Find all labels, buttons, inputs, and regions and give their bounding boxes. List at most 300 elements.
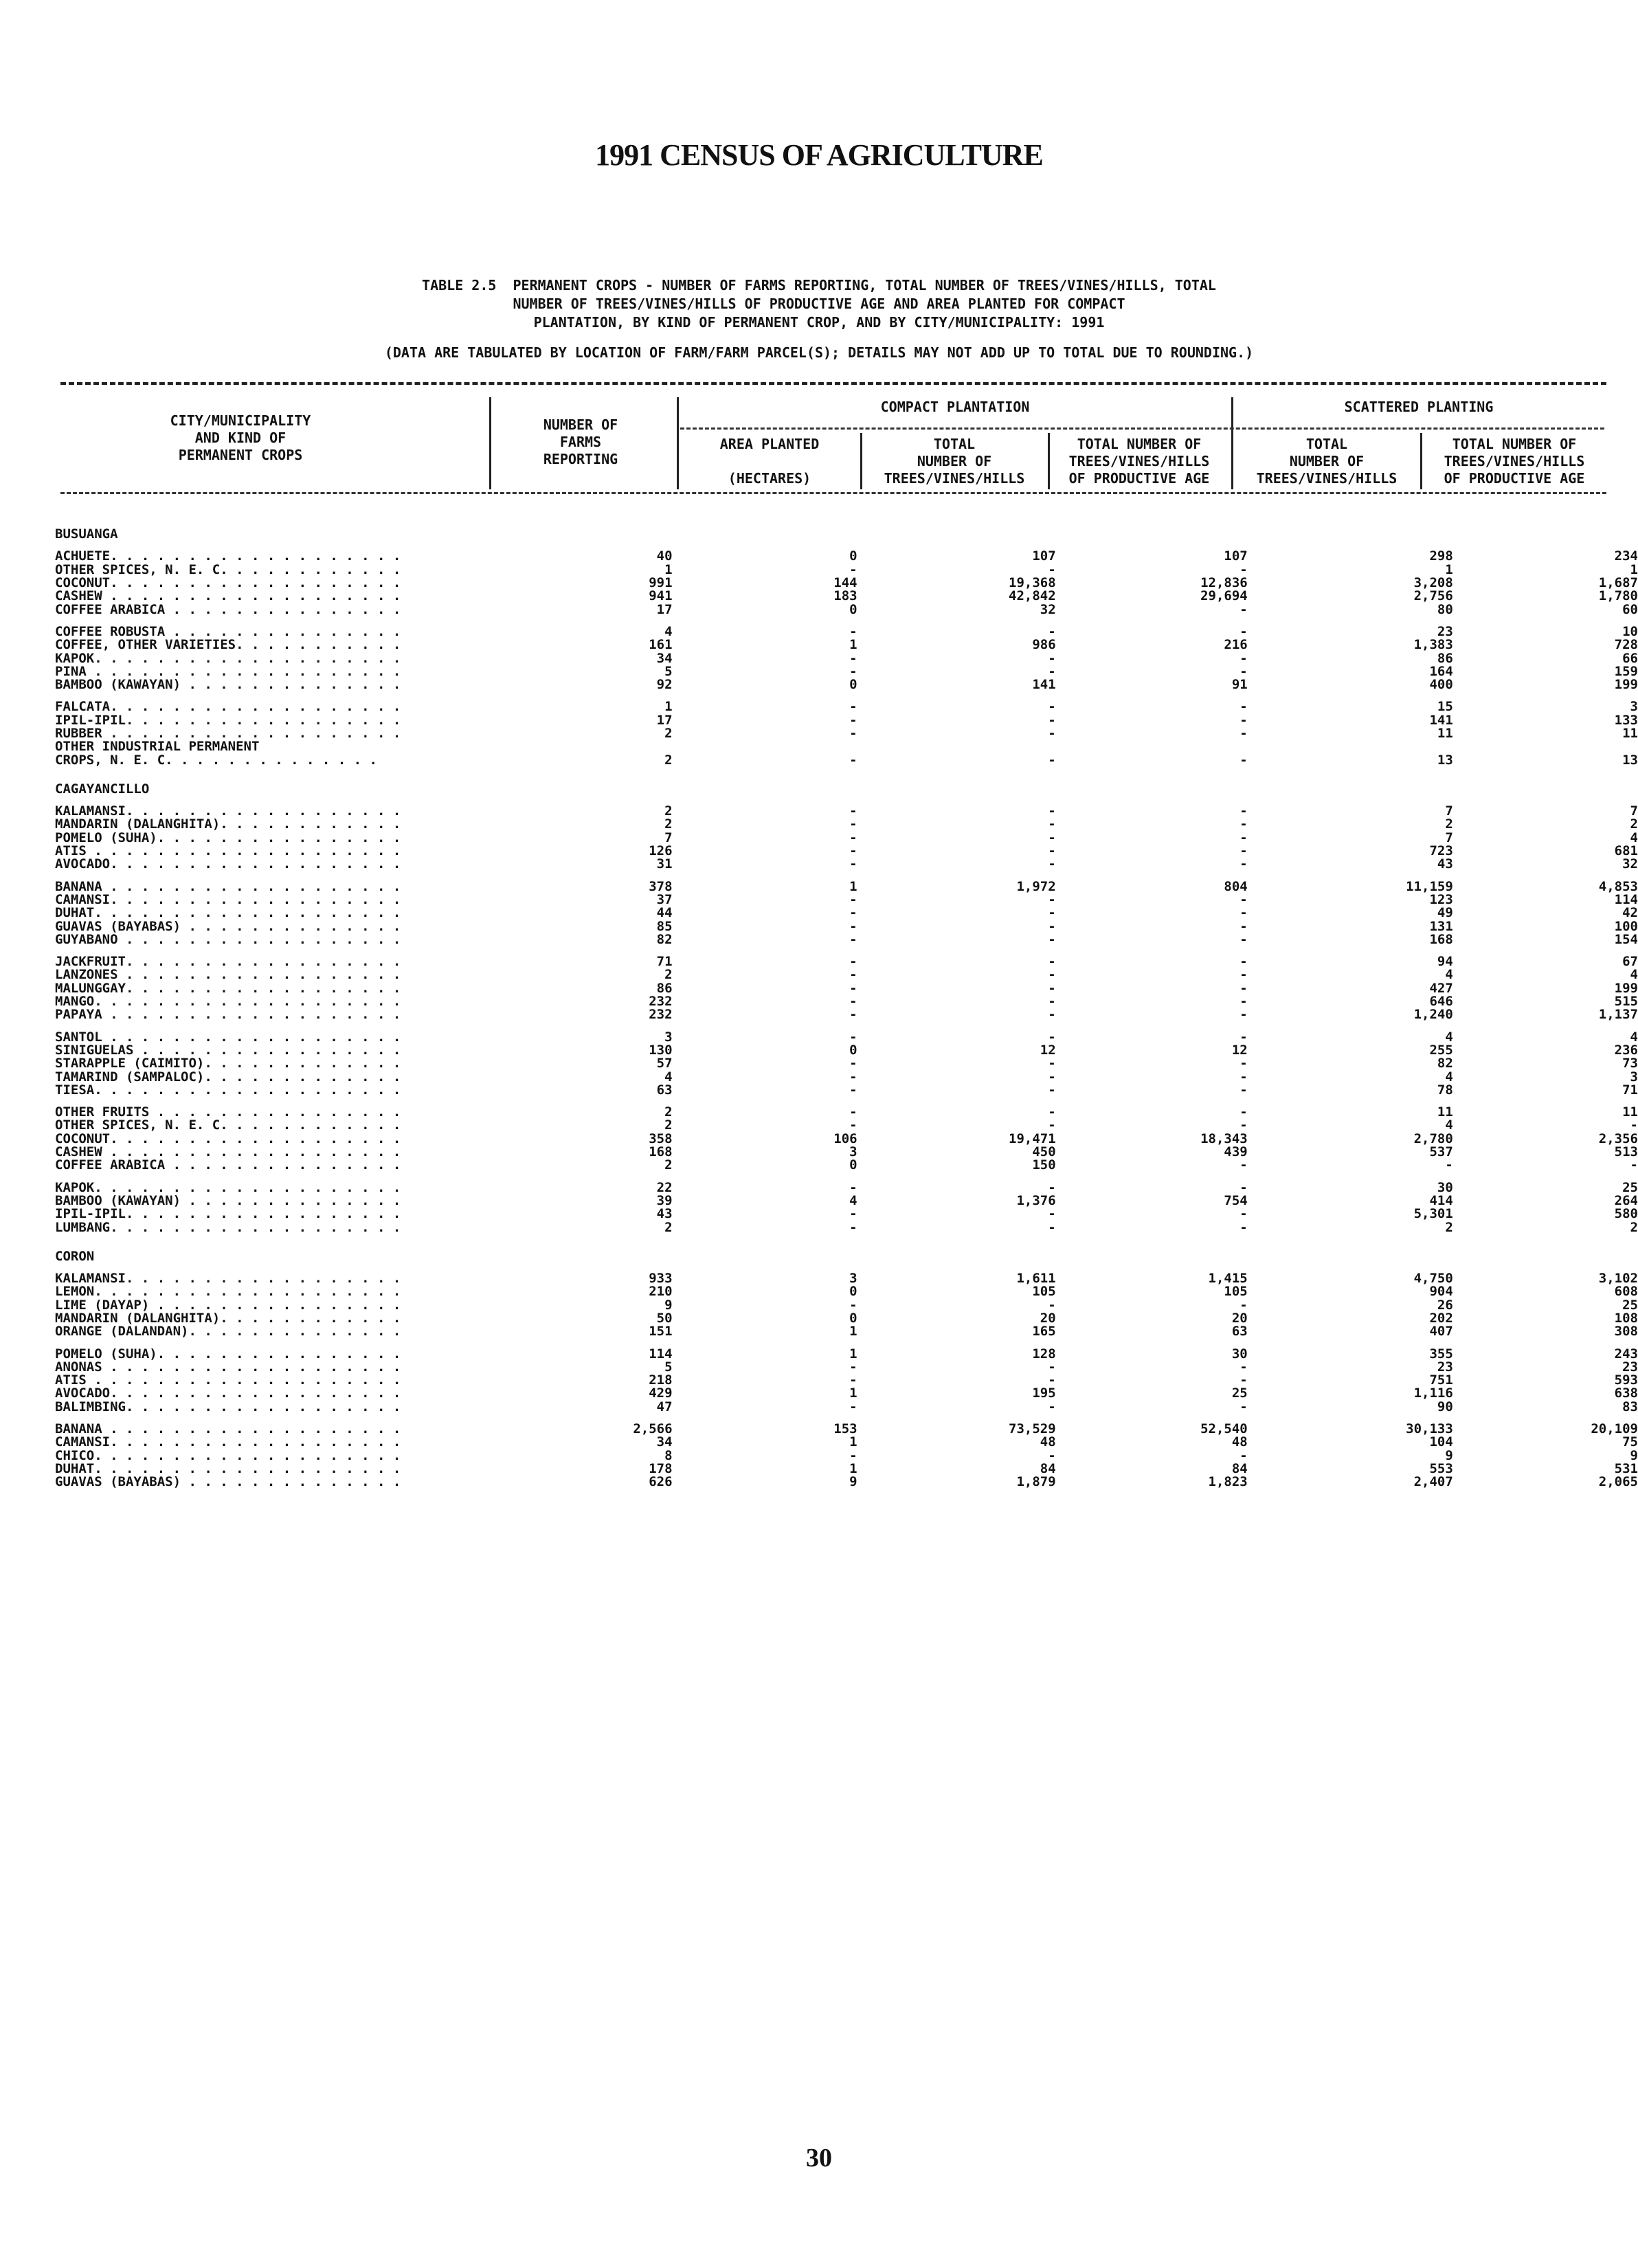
cell-value: 2 [664, 753, 673, 767]
cell-value: 7 [1630, 805, 1638, 819]
cell-value: 4 [664, 625, 673, 639]
cell-value: 4 [849, 1194, 857, 1208]
section-name: CAGAYANCILLO [55, 781, 150, 797]
cell-value: 150 [1032, 1159, 1056, 1172]
table-row [55, 590, 1638, 603]
cell-value: - [1048, 713, 1056, 727]
cell-value: - [1239, 1449, 1248, 1463]
table-row [55, 1423, 1638, 1436]
cell-value: 10 [1622, 625, 1638, 639]
table-row [55, 1119, 1638, 1132]
crop-name: ATIS . . . . . . . . . . . . . . . . . . . . [55, 844, 401, 858]
cell-value: 355 [1429, 1347, 1453, 1361]
cell-value: - [849, 726, 857, 741]
col-header-scattered-group: SCATTERED PLANTING [1344, 399, 1494, 415]
crop-name: MANDARIN (DALANGHITA). . . . . . . . . . . . [55, 818, 401, 832]
cell-value: 7 [1445, 831, 1453, 845]
cell-value: 3,102 [1598, 1271, 1638, 1286]
cell-value: - [1048, 920, 1056, 933]
crop-name: BALIMBING. . . . . . . . . . . . . . . . . . [55, 1400, 401, 1414]
table-row [55, 603, 1638, 616]
cell-value: 75 [1622, 1436, 1638, 1449]
cell-value: - [1048, 1057, 1056, 1071]
table-row [55, 907, 1638, 920]
cell-value: 128 [1032, 1347, 1056, 1361]
cell-value: 63 [1231, 1325, 1248, 1339]
cell-value: 439 [1224, 1145, 1248, 1159]
table-row [55, 665, 1638, 678]
cell-value: 0 [849, 1043, 857, 1058]
table-row [55, 968, 1638, 981]
cell-value: 71 [1622, 1083, 1638, 1097]
cell-value: - [1239, 713, 1248, 727]
table-row [55, 1084, 1638, 1097]
cell-value: 94 [1437, 955, 1453, 969]
cell-value: 23 [1437, 625, 1453, 639]
cell-value: 63 [656, 1083, 673, 1097]
crop-name: TIESA. . . . . . . . . . . . . . . . . . . . [55, 1083, 401, 1097]
table-row [55, 1436, 1638, 1449]
cell-value: 104 [1429, 1436, 1453, 1449]
cell-value: 131 [1429, 920, 1453, 933]
crop-name: COCONUT. . . . . . . . . . . . . . . . . . . [55, 1132, 401, 1146]
table-row [55, 1106, 1638, 1119]
cell-value: 2 [664, 1159, 673, 1172]
cell-value: - [1239, 858, 1248, 871]
cell-value: - [1239, 625, 1248, 639]
cell-value: 52,540 [1200, 1422, 1248, 1436]
table-row [55, 1070, 1638, 1083]
cell-value: - [1239, 1360, 1248, 1375]
cell-value: 626 [649, 1476, 673, 1489]
cell-value: 84 [1040, 1462, 1056, 1476]
cell-value: - [1048, 1221, 1056, 1234]
cell-value: 400 [1429, 678, 1453, 692]
cell-value: 1,879 [1016, 1476, 1056, 1489]
cell-value: 0 [849, 1159, 857, 1172]
cell-value: 66 [1622, 652, 1638, 665]
table-row [55, 564, 1638, 577]
table-row [55, 1401, 1638, 1414]
cell-value: 1,240 [1413, 1008, 1453, 1022]
cell-value: 20 [1231, 1311, 1248, 1326]
cell-value [1453, 740, 1638, 753]
header-subrule [680, 427, 1604, 430]
table-row [55, 1031, 1638, 1044]
cell-value: - [1239, 1208, 1248, 1221]
crop-name: KAPOK. . . . . . . . . . . . . . . . . . . . [55, 1181, 401, 1194]
cell-value: - [1239, 805, 1248, 819]
cell-value: - [849, 1400, 857, 1414]
cell-value: - [1239, 920, 1248, 933]
cell-value: - [849, 893, 857, 907]
header-bottom-rule [60, 492, 1606, 494]
cell-value: 0 [849, 1311, 857, 1326]
cell-value: 34 [656, 652, 673, 665]
cell-value: - [1239, 1030, 1248, 1044]
cell-value: - [849, 1105, 857, 1120]
crop-name: ACHUETE. . . . . . . . . . . . . . . . . . . [55, 550, 401, 564]
cell-value: 2 [664, 726, 673, 741]
cell-value: 3 [849, 1145, 857, 1159]
cell-value: 1,415 [1208, 1271, 1248, 1286]
cell-value: 17 [656, 603, 673, 616]
cell-value: 378 [649, 880, 673, 893]
cell-value: - [1445, 1159, 1453, 1172]
cell-value: 2,780 [1413, 1132, 1453, 1146]
cell-value: 553 [1429, 1462, 1453, 1476]
cell-value: - [849, 1208, 857, 1221]
cell-value: - [849, 1030, 857, 1044]
cell-value: 130 [649, 1043, 673, 1058]
cell-value: 9 [849, 1476, 857, 1489]
cell-value: - [1048, 968, 1056, 982]
table-row [55, 1285, 1638, 1298]
cell-value: - [849, 1360, 857, 1375]
cell-value: 2 [664, 1119, 673, 1133]
table-row [55, 1476, 1638, 1489]
cell-value: 232 [649, 994, 673, 1009]
cell-value: 106 [833, 1132, 857, 1146]
cell-value: - [849, 818, 857, 832]
cell-value: 49 [1437, 907, 1453, 920]
cell-value: - [1048, 1181, 1056, 1194]
section-header [55, 776, 1638, 796]
cell-value: 83 [1622, 1400, 1638, 1414]
crop-name: DUHAT. . . . . . . . . . . . . . . . . . . . [55, 1462, 401, 1476]
cell-value: - [849, 713, 857, 727]
cell-value: - [849, 920, 857, 933]
crop-name: OTHER FRUITS . . . . . . . . . . . . . . . . [55, 1105, 401, 1120]
cell-value: 4 [1630, 1030, 1638, 1044]
crop-name: TAMARIND (SAMPALOC). . . . . . . . . . . . . [55, 1070, 401, 1084]
cell-value: 646 [1429, 994, 1453, 1009]
cell-value: 199 [1614, 678, 1638, 692]
col-header-compact-group: COMPACT PLANTATION [880, 399, 1030, 415]
crop-name: ANONAS . . . . . . . . . . . . . . . . . . . [55, 1360, 401, 1375]
crop-name: RUBBER . . . . . . . . . . . . . . . . . . . [55, 726, 401, 741]
cell-value: 358 [649, 1132, 673, 1146]
cell-value: 450 [1032, 1145, 1056, 1159]
cell-value: 681 [1614, 844, 1638, 858]
section-name: BUSUANGA [55, 526, 118, 542]
table-row [55, 678, 1638, 691]
cell-value: - [1239, 1083, 1248, 1097]
crop-name: SINIGUELAS . . . . . . . . . . . . . . . . . [55, 1043, 401, 1058]
cell-value: 168 [649, 1145, 673, 1159]
cell-value: - [1239, 652, 1248, 665]
cell-value: 2 [1445, 1221, 1453, 1234]
cell-value: 48 [1040, 1436, 1056, 1449]
cell-value: 414 [1429, 1194, 1453, 1208]
cell-value: 7 [664, 831, 673, 845]
table-row [55, 577, 1638, 590]
cell-value: 164 [1429, 665, 1453, 678]
cell-value: 11 [1437, 726, 1453, 741]
table-row [55, 1449, 1638, 1463]
cell-value: - [1048, 858, 1056, 871]
cell-value: 1 [664, 563, 673, 577]
cell-value: 30 [1437, 1181, 1453, 1194]
col-divider [1231, 397, 1233, 489]
cell-value: 25 [1622, 1181, 1638, 1194]
crop-name: CASHEW . . . . . . . . . . . . . . . . . . . [55, 590, 401, 603]
crop-name: BANANA . . . . . . . . . . . . . . . . . . . [55, 880, 401, 893]
cell-value: - [849, 933, 857, 947]
cell-value: - [1239, 933, 1248, 947]
cell-value: - [849, 1298, 857, 1312]
page-title: 1991 CENSUS OF AGRICULTURE [595, 138, 1043, 172]
crop-name: PINA . . . . . . . . . . . . . . . . . . . . [55, 665, 401, 678]
cell-value: - [1048, 753, 1056, 767]
cell-value: 751 [1429, 1374, 1453, 1388]
cell-value: 26 [1437, 1298, 1453, 1312]
cell-value: - [1239, 907, 1248, 920]
table-row [55, 1299, 1638, 1312]
cell-value: - [1239, 1008, 1248, 1022]
cell-value: 515 [1614, 994, 1638, 1009]
cell-value: 73 [1622, 1057, 1638, 1071]
cell-value: 39 [656, 1194, 673, 1208]
cell-value: 1 [849, 1387, 857, 1401]
crop-name: BAMBOO (KAWAYAN) . . . . . . . . . . . . . . [55, 1194, 401, 1208]
cell-value: 42,842 [1009, 590, 1056, 603]
cell-value: 23 [1437, 1360, 1453, 1375]
cell-value: 114 [649, 1347, 673, 1361]
crop-name: COFFEE ROBUSTA . . . . . . . . . . . . . . . [55, 625, 401, 639]
cell-value: 4,853 [1598, 880, 1638, 893]
cell-value: 43 [656, 1208, 673, 1221]
cell-value: 2,756 [1413, 590, 1453, 603]
cell-value [673, 740, 857, 753]
table-note: (DATA ARE TABULATED BY LOCATION OF FARM/FARM PARCEL(S); DETAILS MAY NOT ADD UP TO TOTAL DUE TO ROUNDING.) [384, 344, 1254, 361]
table-row [55, 982, 1638, 995]
cell-value: 50 [656, 1311, 673, 1326]
table-row [55, 920, 1638, 933]
cell-value: - [1239, 893, 1248, 907]
cell-value: - [1239, 1298, 1248, 1312]
cell-value: 2,566 [633, 1422, 673, 1436]
crop-name: SANTOL . . . . . . . . . . . . . . . . . . . [55, 1030, 401, 1044]
crop-name: LUMBANG. . . . . . . . . . . . . . . . . . . [55, 1221, 401, 1234]
cell-value: - [849, 700, 857, 714]
cell-value: 2 [664, 1221, 673, 1234]
cell-value: 183 [833, 590, 857, 603]
table-row [55, 1361, 1638, 1374]
cell-value: - [1630, 1119, 1638, 1133]
cell-value: 991 [649, 576, 673, 590]
cell-value: 1,376 [1016, 1194, 1056, 1208]
cell-value: - [1048, 844, 1056, 858]
cell-value: 159 [1614, 665, 1638, 678]
cell-value: 4 [664, 1070, 673, 1084]
cell-value: 407 [1429, 1325, 1453, 1339]
cell-value: - [1239, 726, 1248, 741]
col-header-scattered-total: TOTAL NUMBER OF TREES/VINES/HILLS [1256, 436, 1398, 487]
cell-value: 1 [1630, 563, 1638, 577]
cell-value: - [1048, 933, 1056, 947]
cell-value: - [1239, 1057, 1248, 1071]
cell-value: - [1239, 1159, 1248, 1172]
col-divider [1420, 433, 1422, 489]
cell-value: 57 [656, 1057, 673, 1071]
cell-value: 1 [849, 1325, 857, 1339]
crop-name: ORANGE (DALANDAN). . . . . . . . . . . . . . [55, 1325, 401, 1339]
cell-value: 47 [656, 1400, 673, 1414]
cell-value: 32 [1040, 603, 1056, 616]
cell-value: - [849, 1083, 857, 1097]
table-row [55, 727, 1638, 740]
cell-value: 126 [649, 844, 673, 858]
page-number: 30 [806, 2144, 832, 2172]
cell-value: - [1048, 907, 1056, 920]
table-row [55, 955, 1638, 968]
cell-value: - [1048, 700, 1056, 714]
cell-value: 1 [849, 880, 857, 893]
cell-value: 2 [1445, 818, 1453, 832]
table-row [55, 714, 1638, 727]
crop-name: LEMON. . . . . . . . . . . . . . . . . . . . [55, 1285, 401, 1299]
crop-name: COFFEE ARABICA . . . . . . . . . . . . . . . [55, 1159, 401, 1172]
cell-value: 1 [849, 638, 857, 652]
cell-value: 31 [656, 858, 673, 871]
cell-value: - [1048, 818, 1056, 832]
cell-value: 12,836 [1200, 576, 1248, 590]
cell-value: 216 [1224, 638, 1248, 652]
crop-name: CAMANSI. . . . . . . . . . . . . . . . . . . [55, 893, 401, 907]
crop-name: AVOCADO. . . . . . . . . . . . . . . . . . . [55, 1387, 401, 1401]
cell-value: 42 [1622, 907, 1638, 920]
cell-value: 1,116 [1413, 1387, 1453, 1401]
cell-value: 168 [1429, 933, 1453, 947]
crop-name: JACKFRUIT. . . . . . . . . . . . . . . . . . [55, 955, 401, 969]
col-header-compact-productive: TOTAL NUMBER OF TREES/VINES/HILLS OF PRODUCTIVE AGE [1068, 436, 1210, 487]
cell-value: - [1048, 981, 1056, 995]
cell-value: 2 [664, 968, 673, 982]
cell-value: 1 [849, 1347, 857, 1361]
cell-value: 153 [833, 1422, 857, 1436]
cell-value: 17 [656, 713, 673, 727]
col-divider [1048, 433, 1050, 489]
cell-value: - [1239, 1221, 1248, 1234]
table-row [55, 832, 1638, 845]
table-row [55, 893, 1638, 907]
table-row [55, 1146, 1638, 1159]
cell-value: 255 [1429, 1043, 1453, 1058]
cell-value: 30 [1231, 1347, 1248, 1361]
crop-name: STARAPPLE (CAIMITO). . . . . . . . . . . . . [55, 1057, 401, 1071]
cell-value: 43 [1437, 858, 1453, 871]
cell-value: 3 [664, 1030, 673, 1044]
census-table [55, 521, 1638, 1498]
cell-value: - [1048, 1208, 1056, 1221]
cell-value: 92 [656, 678, 673, 692]
cell-value: 178 [649, 1462, 673, 1476]
cell-value: 298 [1429, 550, 1453, 564]
cell-value: 728 [1614, 638, 1638, 652]
cell-value: 48 [1231, 1436, 1248, 1449]
cell-value: - [1239, 1119, 1248, 1133]
cell-value: - [1239, 1105, 1248, 1120]
cell-value: 580 [1614, 1208, 1638, 1221]
cell-value: 2 [1630, 1221, 1638, 1234]
crop-name: IPIL-IPIL. . . . . . . . . . . . . . . . . . [55, 1208, 401, 1221]
cell-value: 9 [664, 1298, 673, 1312]
crop-name: LANZONES . . . . . . . . . . . . . . . . . . [55, 968, 401, 982]
col-header-scattered-productive: TOTAL NUMBER OF TREES/VINES/HILLS OF PRODUCTIVE AGE [1444, 436, 1585, 487]
cell-value: 0 [849, 1285, 857, 1299]
cell-value: 5,301 [1413, 1208, 1453, 1221]
cell-value: 23 [1622, 1360, 1638, 1375]
crop-name: AVOCADO. . . . . . . . . . . . . . . . . . . [55, 858, 401, 871]
col-header-city: CITY/MUNICIPALITY AND KIND OF PERMANENT CROPS [170, 412, 311, 463]
crop-name: GUYABANO . . . . . . . . . . . . . . . . . . [55, 933, 401, 947]
crop-name: KALAMANSI. . . . . . . . . . . . . . . . . . [55, 805, 401, 819]
table-row [55, 550, 1638, 563]
table-row [55, 638, 1638, 652]
cell-value: 141 [1032, 678, 1056, 692]
cell-value: 1,137 [1598, 1008, 1638, 1022]
cell-value: 904 [1429, 1285, 1453, 1299]
cell-value: - [849, 665, 857, 678]
cell-value: 34 [656, 1436, 673, 1449]
crop-name: CASHEW . . . . . . . . . . . . . . . . . . . [55, 1145, 401, 1159]
cell-value: - [1048, 1449, 1056, 1463]
cell-value: - [849, 955, 857, 969]
cell-value: - [1048, 1360, 1056, 1375]
cell-value: - [1239, 994, 1248, 1009]
cell-value: 199 [1614, 981, 1638, 995]
cell-value: 986 [1032, 638, 1056, 652]
table-row [55, 845, 1638, 858]
cell-value: 20 [1040, 1311, 1056, 1326]
table-row [55, 1374, 1638, 1387]
cell-value: 1,611 [1016, 1271, 1056, 1286]
section-header [55, 521, 1638, 541]
cell-value [474, 740, 673, 753]
cell-value: 25 [1622, 1298, 1638, 1312]
crop-name: CHICO. . . . . . . . . . . . . . . . . . . . [55, 1449, 401, 1463]
cell-value: - [1239, 563, 1248, 577]
cell-value: - [1048, 563, 1056, 577]
table-row [55, 1159, 1638, 1172]
crop-name: LIME (DAYAP) . . . . . . . . . . . . . . . . [55, 1298, 401, 1312]
cell-value: 2,356 [1598, 1132, 1638, 1146]
cell-value: - [849, 1449, 857, 1463]
table-row [55, 1221, 1638, 1234]
cell-value: 105 [1032, 1285, 1056, 1299]
cell-value: - [1048, 1400, 1056, 1414]
cell-value: 165 [1032, 1325, 1056, 1339]
cell-value: - [1048, 1070, 1056, 1084]
cell-value: 2,065 [1598, 1476, 1638, 1489]
cell-value: 151 [649, 1325, 673, 1339]
cell-value: - [849, 1057, 857, 1071]
crop-name: COFFEE, OTHER VARIETIES. . . . . . . . . . . [55, 638, 401, 652]
table-row [55, 753, 1638, 766]
col-divider [677, 397, 679, 489]
cell-value: 82 [656, 933, 673, 947]
cell-value: - [849, 1221, 857, 1234]
cell-value: 133 [1614, 713, 1638, 727]
table-row [55, 1044, 1638, 1057]
top-rule [60, 382, 1606, 385]
cell-value: 86 [1437, 652, 1453, 665]
crop-name: IPIL-IPIL. . . . . . . . . . . . . . . . . . [55, 713, 401, 727]
cell-value: 3 [1630, 1070, 1638, 1084]
cell-value: 20,109 [1591, 1422, 1638, 1436]
cell-value: 2 [1630, 818, 1638, 832]
